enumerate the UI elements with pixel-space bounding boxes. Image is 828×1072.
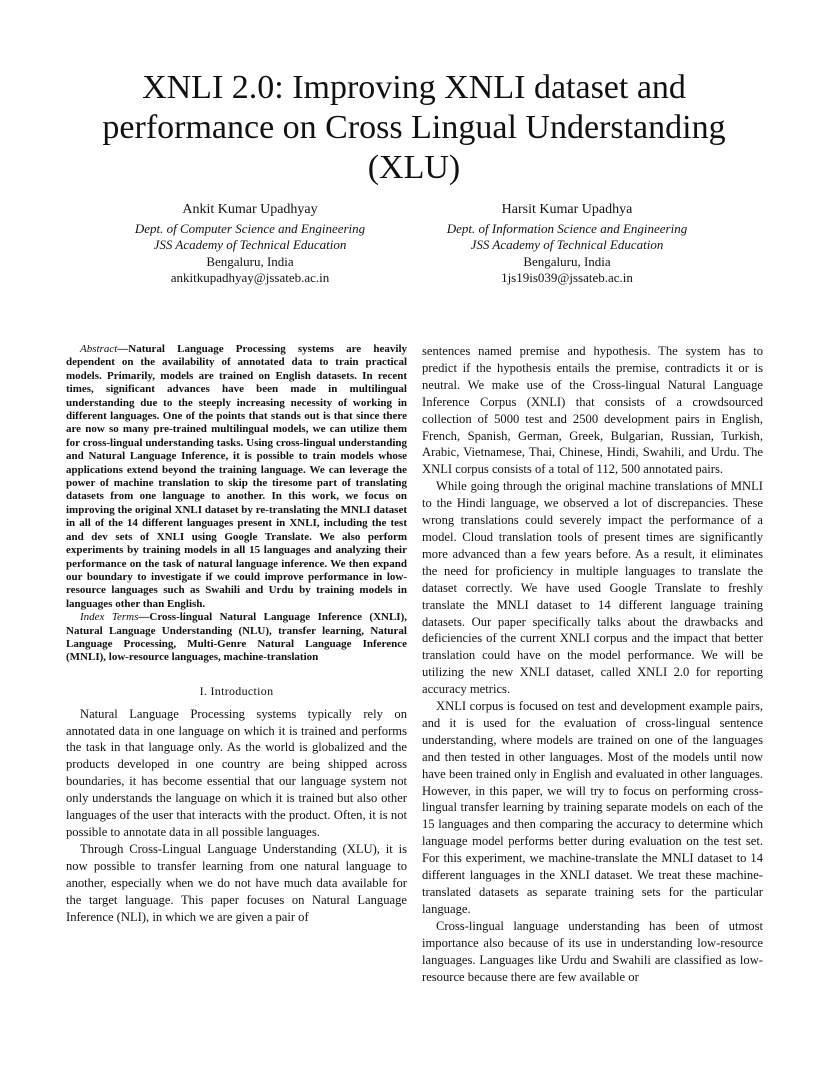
paragraph: Natural Language Processing systems typically rely on annotated data in one language on which it is trained and performs the task in that language only. As the world is globalized and the products developed in one country are being shipped across boundaries, it has become essential that our language system not only understands the language on which it is trained but also other languages of the user that interacts with the product. Often, it is not possible to annotate data in all possible languages. [66, 706, 407, 839]
author-location: Bengaluru, India [523, 253, 611, 269]
author-institution: JSS Academy of Technical Education [153, 237, 347, 252]
right-column [422, 343, 763, 985]
author-name: Harsit Kumar Upadhya [501, 202, 633, 217]
author-block-2 [422, 202, 712, 287]
author-name: Ankit Kumar Upadhyay [182, 202, 318, 217]
paragraph: XNLI corpus is focused on test and development example pairs, and it is used for the evaluation of cross-lingual sentence understanding, where models are trained on one of the languages and then tested in other languages. Most of the models until now have been trained only in English and evaluated in other languages. However, in this paper, we will try to focus on performing cross-lingual transfer learning by training separate models on each of the 15 languages and then comparing the accuracy to determine which language model performs better during evaluation on the test set. For this experiment, we machine-translate the MNLI dataset to 14 different languages in the XNLI dataset. We treat these machine-translated datasets as separate training sets for the particular language. [422, 699, 763, 916]
index-terms-label: Index Terms [80, 611, 139, 624]
abstract: Abstract—Natural Language Processing systems are heavily dependent on the availability of annotated data to train practical models. Primarily, models are trained on English datasets. In recent times, significant advances have been made in multilingual understanding due to the steeply increasing necessity of working in different languages. One of the points that stands out is that since there are now so many pre-trained multilingual models, we can utilize them for cross-lingual understanding tasks. Using cross-lingual understanding and Natural Language Inference, it is possible to train models whose applications extend beyond the training language. We can leverage the power of machine translation to skip the tiresome part of translating datasets from one language to another. In this work, we focus on improving the original XNLI dataset by re-translating the MNLI dataset in all of the 14 different languages present in XNLI, including the test and dev sets of XNLI using Google Translate. We also perform experiments by training models in all 15 languages and analyzing their performance on the task of natural language inference. We then expand our boundary to investigate if we could improve performance in low-resource languages such as Swahili and Urdu by training models in languages other than English. [66, 343, 407, 610]
index-terms: Index Terms—Cross-lingual Natural Language Inference (XNLI), Natural Language Understanding (NLU), transfer learning, Natural Language Processing, Multi-Genre Natural Language Inference (MNLI), low-resource languages, machine-translation [66, 611, 407, 664]
paragraph: Through Cross-Lingual Language Understanding (XLU), it is now possible to transfer learning from one natural language to another, especially when we do not have much data available for the target language. This paper focuses on Natural Language Inference (NLI), in which we are given a pair of [66, 841, 407, 924]
author-email: ankitkupadhyay@jssateb.ac.in [170, 270, 330, 285]
author-block-1 [105, 202, 395, 287]
paragraph: sentences named premise and hypothesis. The system has to predict if the hypothesis entails the premise, contradicts it or is neutral. We make use of the Cross-lingual Natural Language Inference Corpus (XNLI) that consists of a crowdsourced collection of 5000 test and 2500 development pairs in English, French, Spanish, German, Greek, Bulgarian, Russian, Turkish, Arabic, Vietnamese, Thai, Chinese, Hindi, Swahili, and Urdu. The XNLI corpus consists of a total of 112, 500 annotated pairs. [422, 344, 763, 477]
author-department: Dept. of Information Science and Engineering [446, 220, 688, 236]
index-terms-text: Cross-lingual Natural Language Inference (XNLI), Natural Language Understanding (NLU), transfer learning, Natural Language Processing, Multi-Genre Natural Language Inference (MNLI), low-resource languages, machine-translation [66, 611, 407, 664]
paragraph: While going through the original machine translations of MNLI to the Hindi language, we observed a lot of discrepancies. These wrong translations could severely impact the performance of a model. Cloud translation tools of present times are significantly more advanced than a few years before. As a result, it eliminates the need for proficiency in multiple languages to translate the dataset correctly. We have used Google Translate to freshly translate the MNLI dataset to 14 different language training datasets. Our paper specifically talks about the drawbacks and deficiencies of the current XNLI corpus and the impact that better translation could have on the model performance. We will be utilizing the new XNLI dataset, called XNLI 2.0 for reporting accuracy metrics. [422, 479, 763, 697]
abstract-label: Abstract [80, 343, 118, 355]
left-column [66, 343, 407, 925]
author-department: Dept. of Computer Science and Engineering [134, 220, 366, 236]
paper-title: XNLI 2.0: Improving XNLI dataset and performance on Cross Lingual Understanding (XLU) [102, 69, 726, 186]
author-location: Bengaluru, India [206, 253, 294, 269]
section-heading-introduction: I. Introduction [199, 683, 274, 698]
paragraph: Cross-lingual language understanding has been of utmost importance also because of its use in understanding low-resource languages. Languages like Urdu and Swahili are classified as low-resource because there are few available or [422, 918, 763, 984]
abstract-text: Natural Language Processing systems are heavily dependent on the availability of annotated data to train practical models. Primarily, models are trained on English datasets. In recent times, significant advances have been made in multilingual understanding due to the steeply increasing necessity of working in different languages. One of the points that stands out is that since there are now so many pre-trained multilingual models, we can utilize them for cross-lingual understanding tasks. Using cross-lingual understanding and Natural Language Inference, it is possible to train models whose applications extend beyond the training language. We can leverage the power of machine translation to skip the tiresome part of translating datasets from one language to another. In this work, we focus on improving the original XNLI dataset by re-translating the MNLI dataset in all of the 14 different languages present in XNLI, including the test and dev sets of XNLI using Google Translate. We also perform experiments by training models in all 15 languages and analyzing their performance on the task of natural language inference. We then expand our boundary to investigate if we could improve performance in low-resource languages such as Swahili and Urdu by training models in languages other than English. [66, 343, 407, 610]
author-institution: JSS Academy of Technical Education [470, 237, 664, 252]
author-email: 1js19is039@jssateb.ac.in [501, 270, 633, 285]
